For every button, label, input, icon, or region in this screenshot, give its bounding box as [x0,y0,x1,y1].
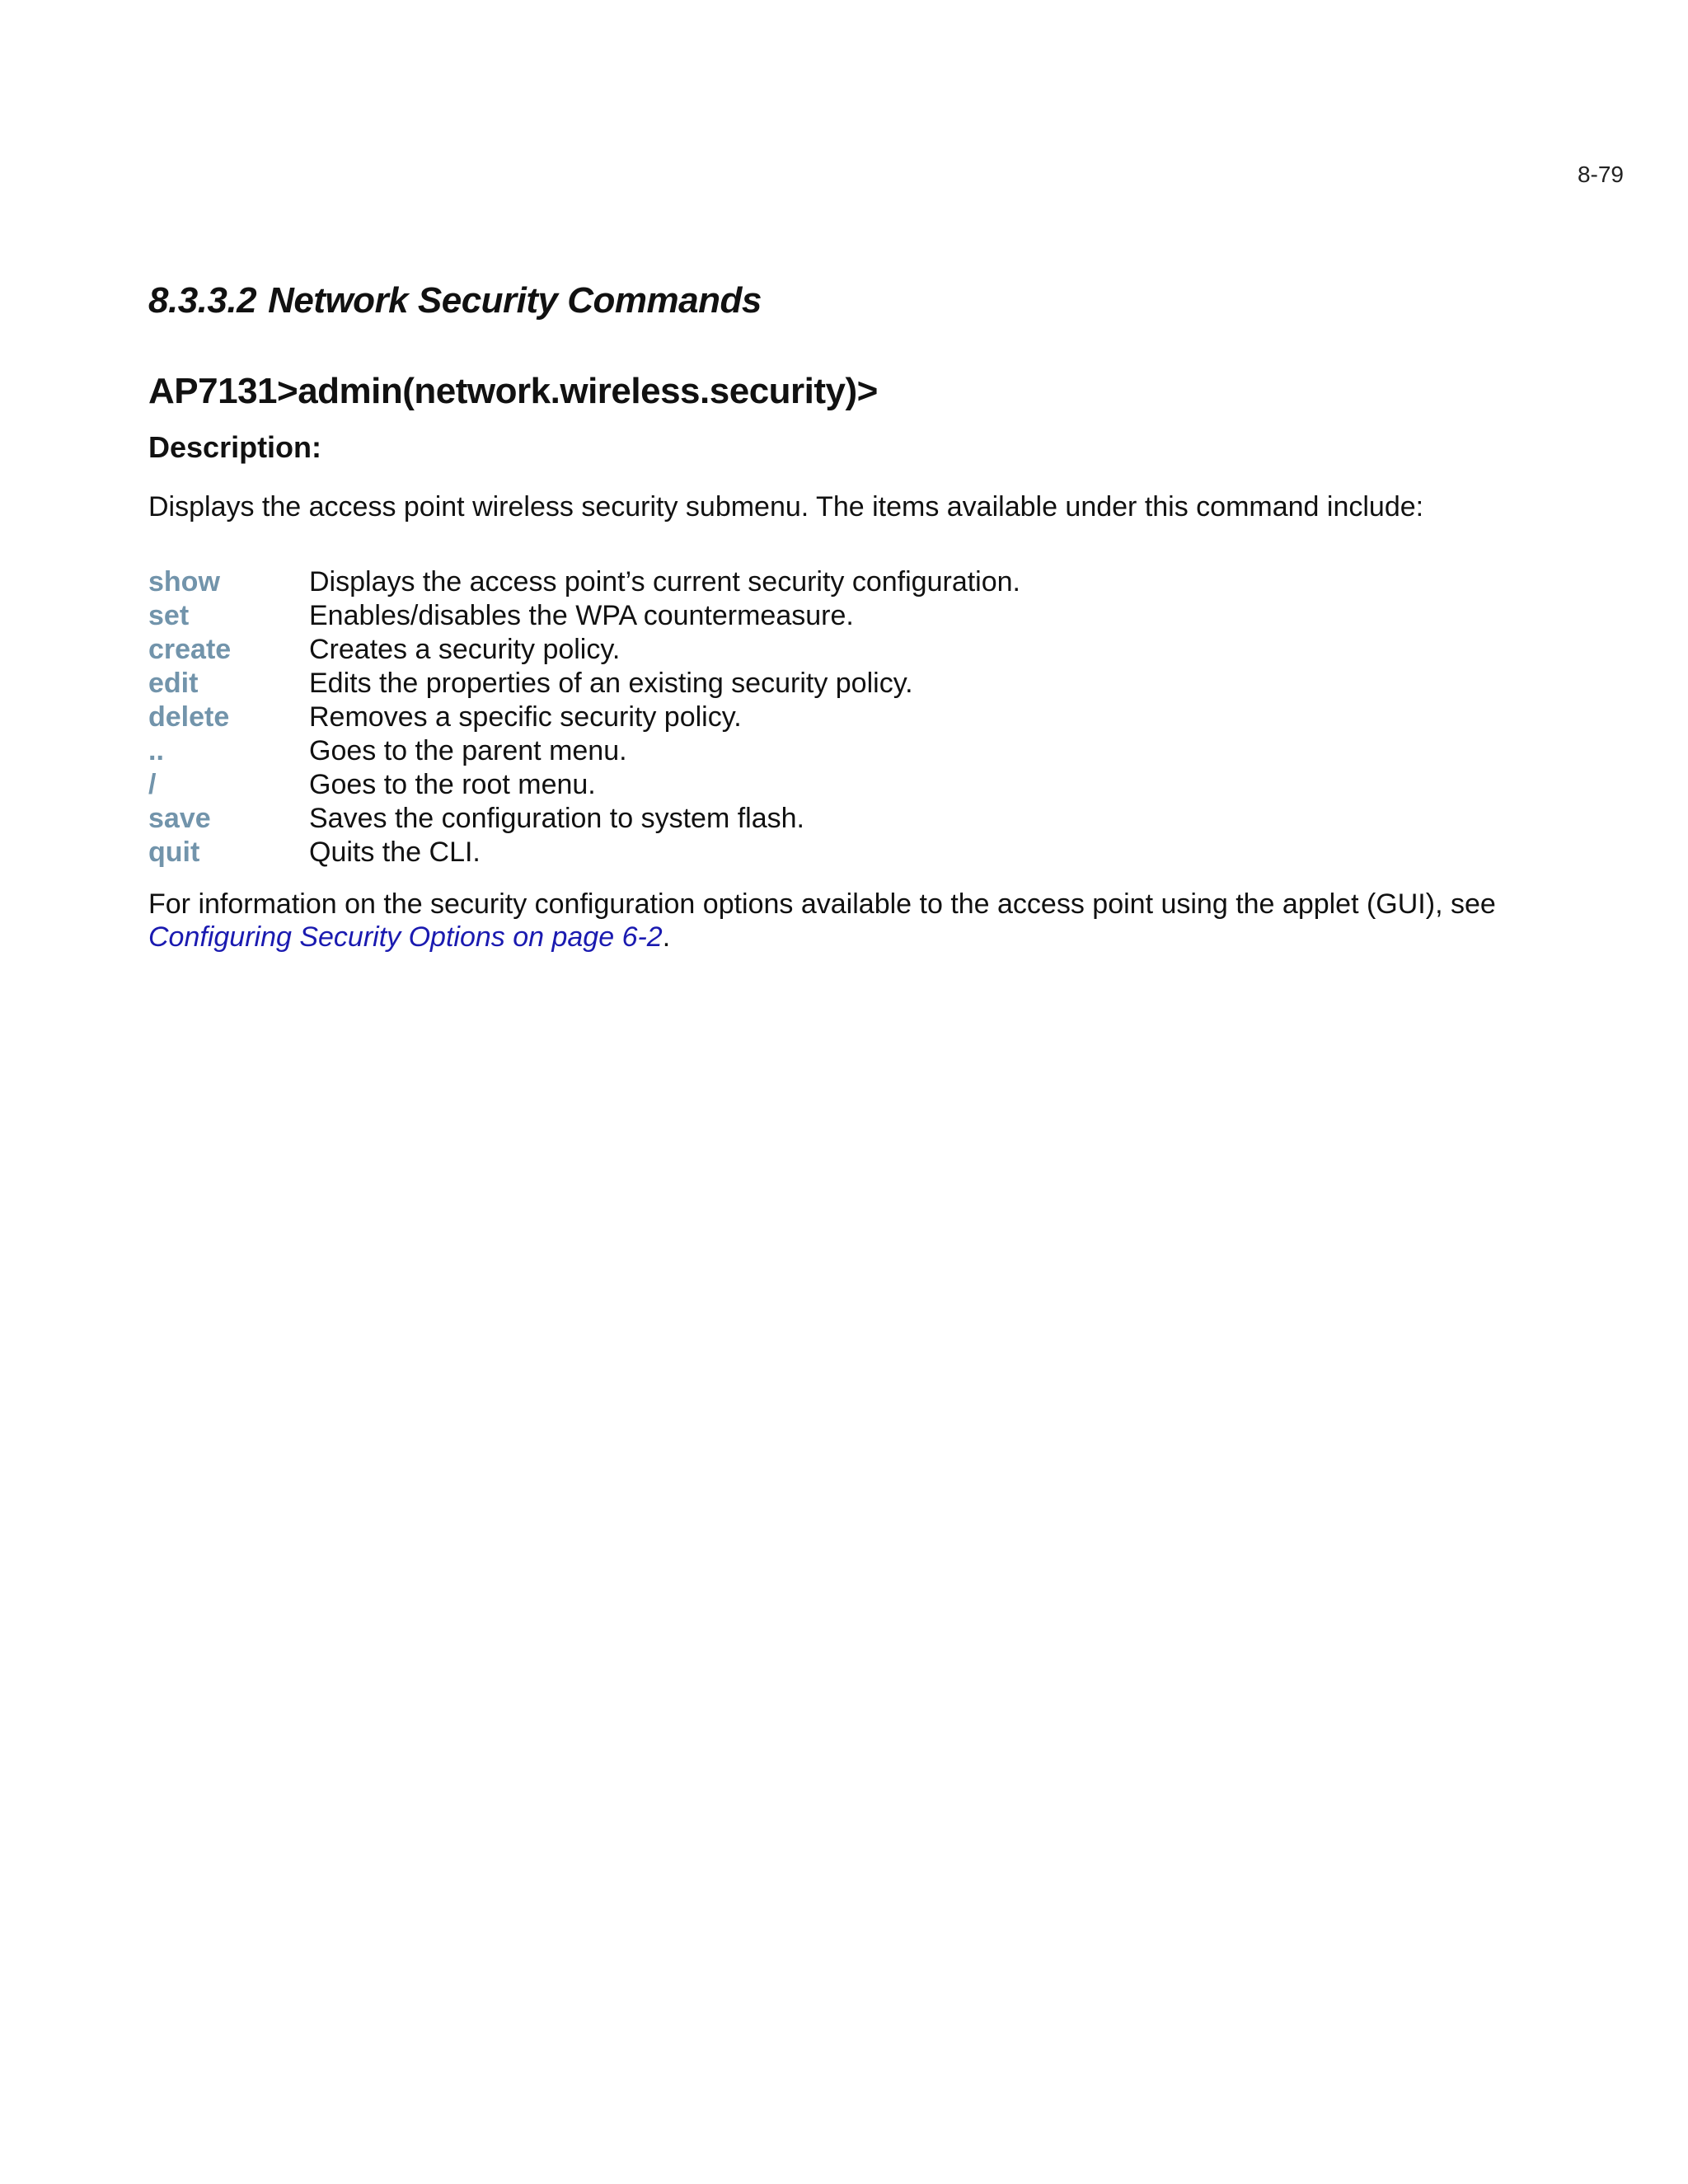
description-heading: Description: [148,430,322,464]
command-name: set [148,600,190,631]
table-row [148,701,1020,734]
command-name: / [148,769,157,800]
command-description: Displays the access point’s current security configuration. [309,566,1020,598]
command-name: edit [148,668,199,699]
command-description: Quits the CLI. [309,837,481,868]
command-description: Removes a specific security policy. [309,701,742,733]
section-title-text: Network Security Commands [268,280,762,321]
section-title [148,280,1566,321]
command-name: .. [148,735,164,766]
page-content [148,280,1566,954]
command-prompt-heading: AP7131>admin(network.wireless.security)> [148,371,878,411]
command-description: Enables/disables the WPA countermeasure. [309,600,854,631]
command-name: quit [148,837,200,868]
command-description: Creates a security policy. [309,634,621,665]
section-number: 8.3.3.2 [148,280,257,321]
command-table [148,565,1020,869]
info-text: For information on the security configuration options available to the access point using the applet (GUI), see [148,888,1496,920]
table-row [148,734,1020,768]
command-description: Edits the properties of an existing security policy. [309,668,913,699]
info-paragraph [148,888,1566,954]
command-name: save [148,803,211,834]
description-text: Displays the access point wireless security submenu. The items available under this command include: [148,491,1424,523]
command-description: Goes to the root menu. [309,769,596,800]
command-name: create [148,634,232,665]
cross-reference-link[interactable]: Configuring Security Options on page 6-2 [148,921,663,953]
command-name: delete [148,701,230,733]
table-row [148,802,1020,836]
page-number: 8-79 [1577,162,1624,187]
command-name: show [148,566,220,598]
command-description: Goes to the parent menu. [309,735,627,766]
table-row [148,633,1020,667]
command-description: Saves the configuration to system flash. [309,803,804,834]
table-row [148,599,1020,633]
table-row [148,768,1020,802]
table-row [148,565,1020,599]
table-row [148,667,1020,701]
info-suffix: . [662,921,671,953]
table-row [148,836,1020,869]
